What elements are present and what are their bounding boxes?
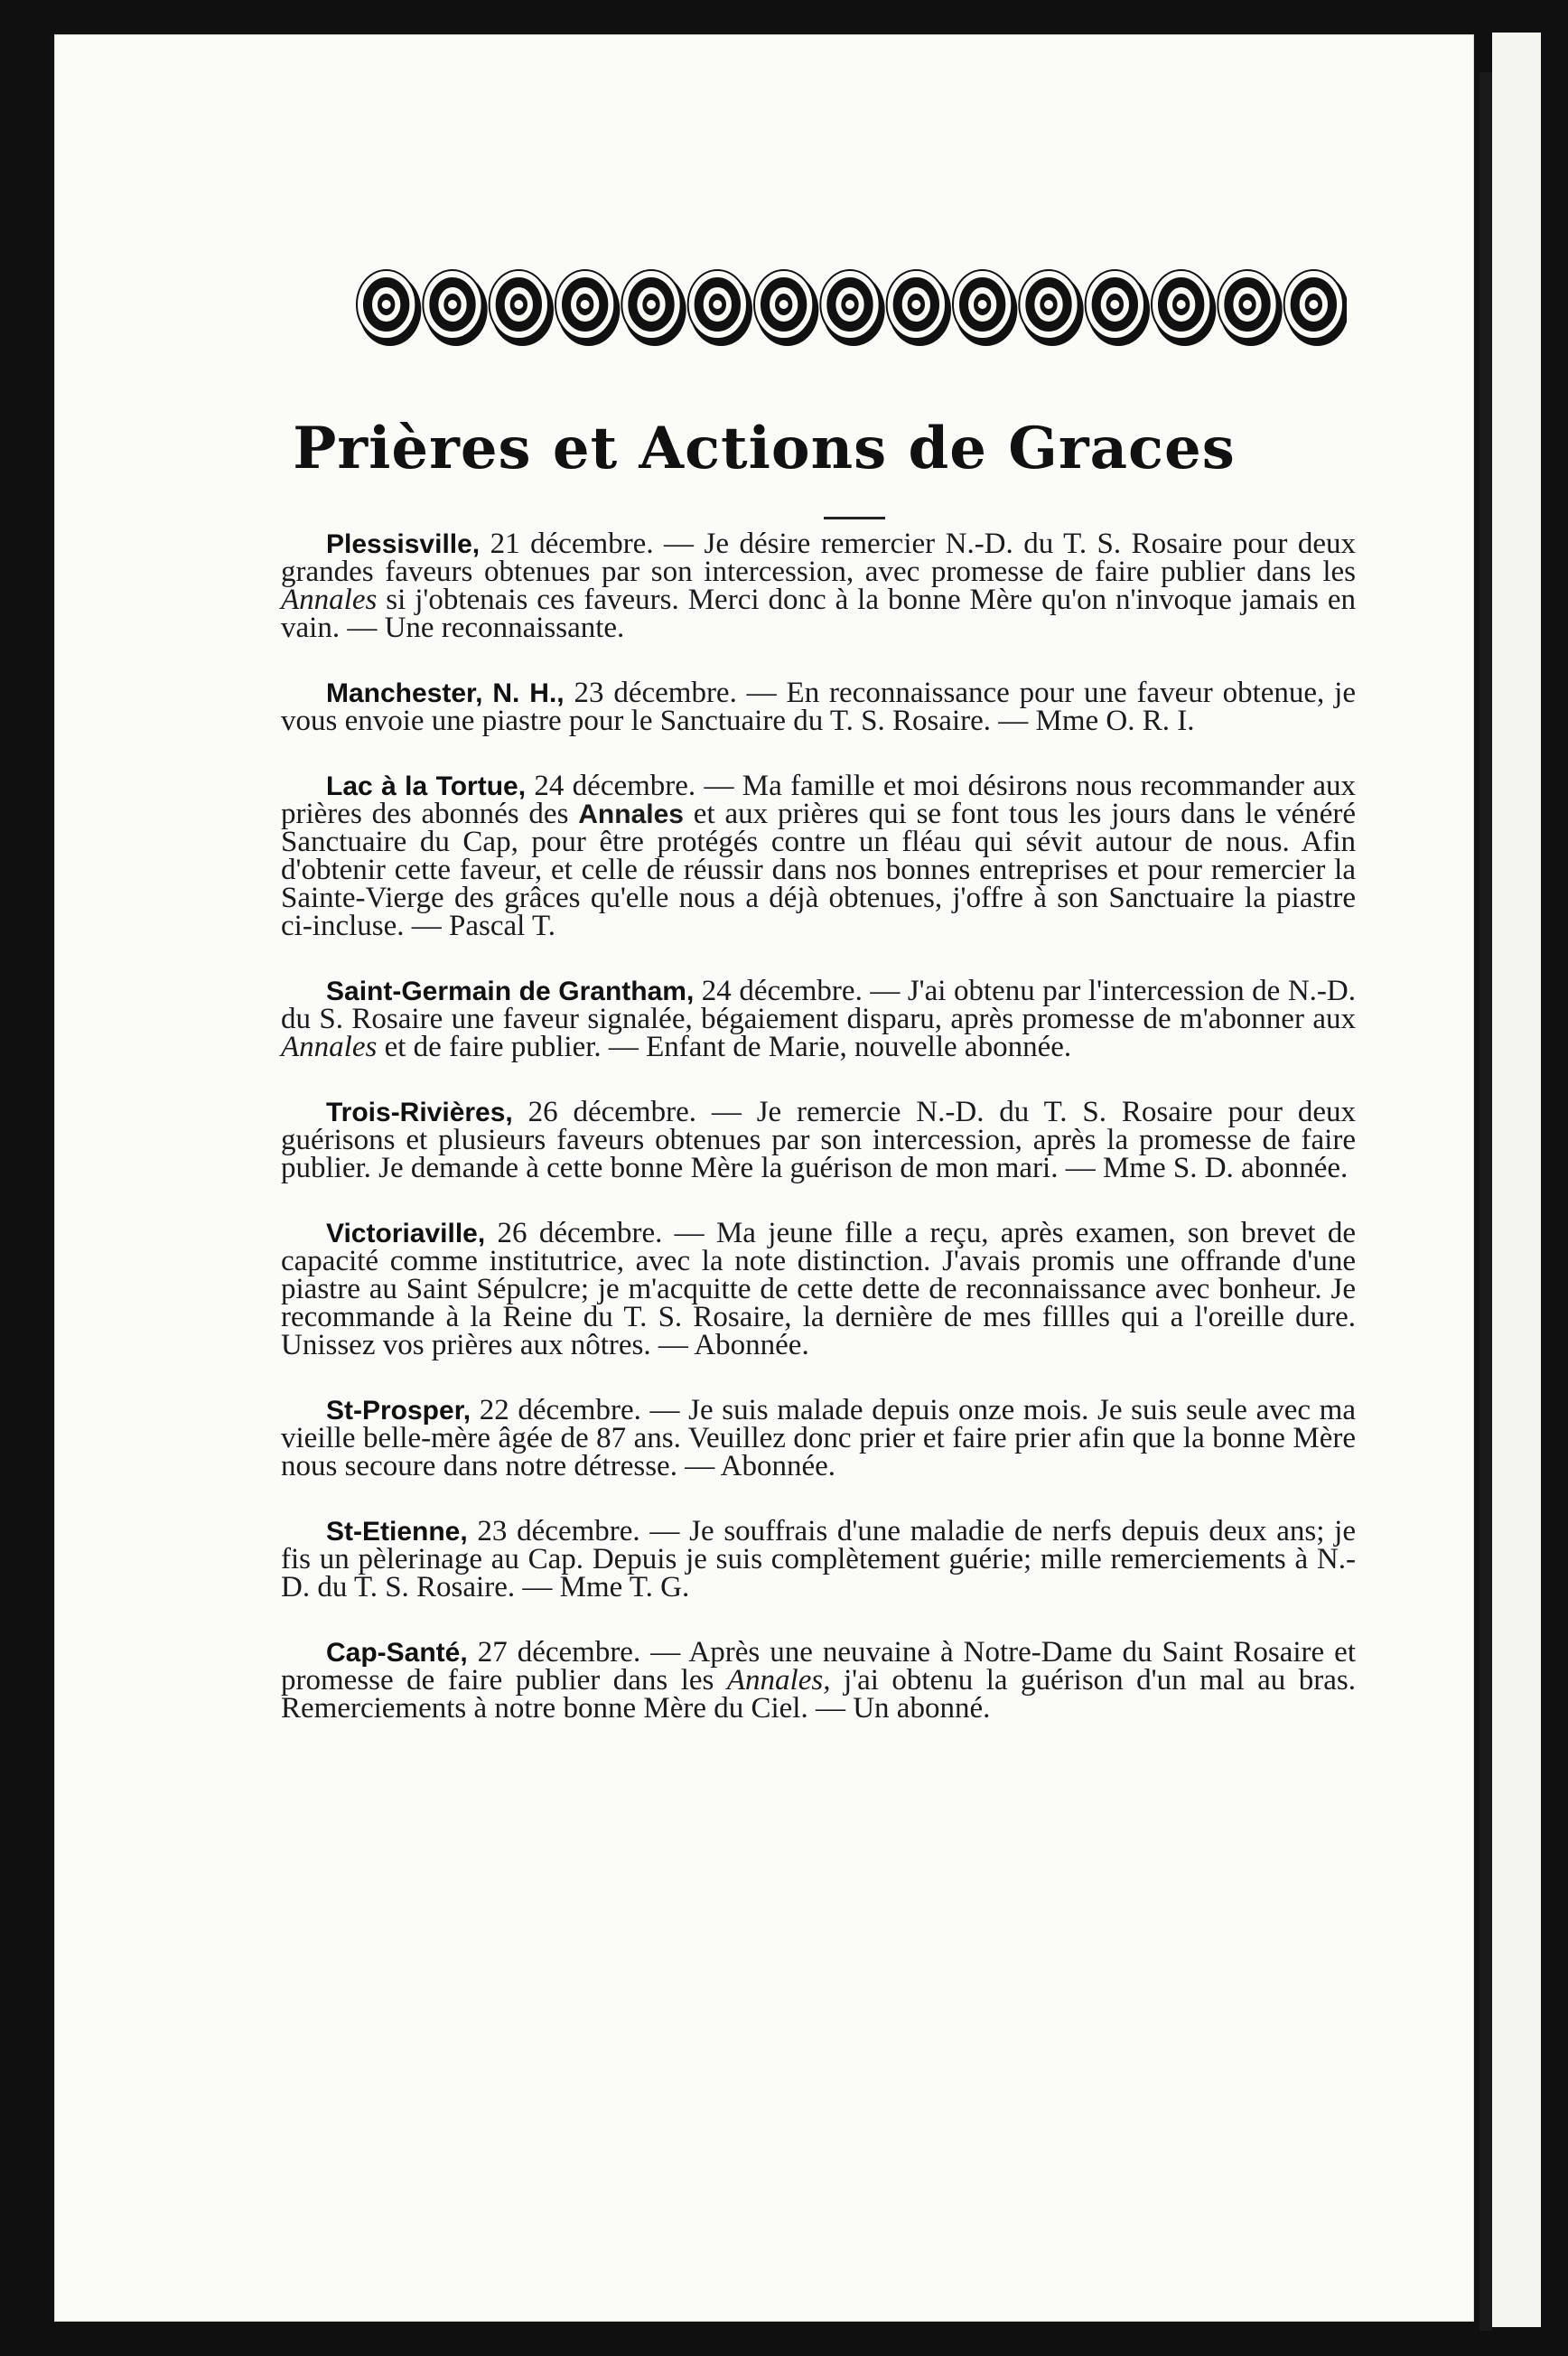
entry-text: 26 décembre. — Je remercie N.-D. du T. S. Rosaire pour deux guérisons et plusieurs faveurs obtenues par son intercession, après la promesse de faire publier. Je demande à cette bonne Mère la guérison de mon mari. — Mme S. D. abonnée.	[281, 1096, 1356, 1184]
entry-place: St-Etienne,	[326, 1517, 468, 1547]
scroll-curl	[357, 270, 421, 346]
entry-place: Trois-Rivières,	[326, 1098, 513, 1127]
entry-place: Saint-Germain de Grantham,	[326, 977, 695, 1006]
page-title: Prières et Actions de Graces	[293, 415, 1236, 482]
entry-text-2: et de faire publier. — Enfant de Marie, nouvelle abonnée.	[377, 1031, 1072, 1063]
scroll-curl	[754, 270, 818, 346]
entry-place: Cap-Santé,	[326, 1638, 468, 1668]
page-gutter	[1479, 72, 1492, 2331]
entry-lac-a-la-tortue	[281, 772, 1356, 940]
entry-text-2: j'ai obtenu la guérison d'un mal au bras. Remerciements à notre bonne Mère du Ciel. — Un abonné.	[281, 1664, 1356, 1725]
entry-text: 21 décembre. — Je désire remercier N.-D. du T. S. Rosaire pour deux grandes faveurs obtenues par son intercession, avec promesse de faire publier dans les	[281, 528, 1356, 588]
scroll-curl	[621, 270, 686, 346]
title-rule	[824, 517, 885, 519]
entry-victoriaville	[281, 1217, 1356, 1361]
scroll-curl	[490, 270, 554, 346]
entry-trois-rivieres	[281, 1096, 1356, 1184]
entry-text: 24 décembre. — Ma famille et moi désirons nous recommander aux prières des abonnés des	[281, 770, 1356, 830]
entry-text: 23 décembre. — En reconnaissance pour une faveur obtenue, je vous envoie une piastre pour le Sanctuaire du T. S. Rosaire. — Mme O. R. I.	[281, 677, 1356, 737]
entry-st-prosper	[281, 1394, 1356, 1482]
entries-list	[281, 530, 1356, 1760]
scroll-curl	[1284, 270, 1347, 346]
entry-text-2: si j'obtenais ces faveurs. Merci donc à la bonne Mère qu'on n'invoque jamais en vain. — Une reconnaissante.	[281, 584, 1356, 644]
entry-text: 22 décembre. — Je suis malade depuis onze mois. Je suis seule avec ma vieille belle-mère âgée de 87 ans. Veuillez donc prier et faire prier afin que la bonne Mère nous secoure dans notre détresse. — Abonnée.	[281, 1394, 1356, 1482]
entry-st-etienne	[281, 1515, 1356, 1603]
scroll-curl	[953, 270, 1017, 346]
entry-place: Victoriaville,	[326, 1219, 486, 1248]
entry-italic: Annales	[281, 584, 378, 616]
entry-bold: Annales	[578, 799, 684, 829]
facing-page-edge	[1492, 33, 1541, 2327]
entry-place: St-Prosper,	[326, 1396, 471, 1426]
scroll-curl	[820, 270, 884, 346]
entry-text: 24 décembre. — J'ai obtenu par l'intercession de N.-D. du S. Rosaire une faveur signalée, bégaiement disparu, après promesse de m'abonner aux	[281, 975, 1356, 1035]
entry-manchester	[281, 679, 1356, 735]
scroll-curl	[1019, 270, 1083, 346]
entry-plessisville	[281, 530, 1356, 642]
scroll-curl	[555, 270, 620, 346]
scroll-curl	[1218, 270, 1282, 346]
entry-place: Lac à la Tortue,	[326, 771, 527, 801]
entry-text: 23 décembre. — Je souffrais d'une maladie de nerfs depuis deux ans; je fis un pèlerinage au Cap. Depuis je suis complètement guérie; mille remerciements à N.-D. du T. S. Rosaire. — Mme T. G.	[281, 1515, 1356, 1603]
entry-place: Manchester, N. H.,	[326, 678, 565, 708]
scroll-curl	[1152, 270, 1216, 346]
entry-place: Plessisville,	[326, 529, 481, 559]
scroll-ornament-banner	[353, 259, 1347, 350]
entry-cap-sante	[281, 1636, 1356, 1725]
entry-text: 26 décembre. — Ma jeune fille a reçu, après examen, son brevet de capacité comme institutrice, avec la note distinction. J'avais promis une offrande d'une piastre au Saint Sépulcre; je m'acquitte de cette dette de reconnaissance avec bonheur. Je recommande à la Reine du T. S. Rosaire, la dernière de mes fillles qui a l'oreille dure. Unissez vos prières aux nôtres. — Abonnée.	[281, 1217, 1356, 1361]
entry-saint-germain	[281, 977, 1356, 1061]
entry-text-2: et aux prières qui se font tous les jours dans le vénéré Sanctuaire du Cap, pour être protégés contre un fléau qui sévit autour de nous. Afin d'obtenir cette faveur, et celle de réussir dans nos bonnes entreprises et pour remercier la Sainte-Vierge des grâces qu'elle nous a déjà obtenues, j'offre à son Sanctuaire la piastre ci-incluse. — Pascal T.	[281, 798, 1356, 942]
document-page	[54, 34, 1474, 2322]
entry-italic: Annales,	[726, 1664, 831, 1697]
scroll-curl	[423, 270, 487, 346]
entry-text: 27 décembre. — Après une neuvaine à Notre-Dame du Saint Rosaire et promesse de faire publier dans les	[281, 1636, 1356, 1697]
scroll-curl	[688, 270, 752, 346]
scroll-curl	[1086, 270, 1150, 346]
scroll-curl	[887, 270, 951, 346]
entry-italic: Annales	[281, 1031, 378, 1063]
